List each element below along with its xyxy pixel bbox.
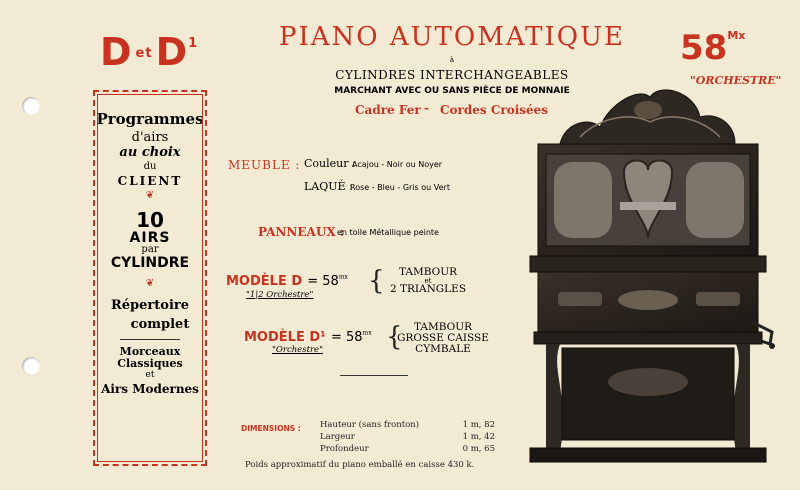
sidebar-repertoire: Répertoire (110, 298, 190, 313)
dimensions-label: DIMENSIONS : (241, 424, 301, 433)
sidebar-et: et (145, 370, 155, 381)
model-d1-features (395, 322, 491, 355)
model-d1 (244, 326, 372, 345)
feature-item: TAMBOUR (413, 321, 473, 333)
feature-item: CYMBALE (415, 343, 471, 355)
header-a: à (449, 56, 455, 64)
meuble-label: MEUBLE : (228, 158, 301, 172)
sidebar-au-choix: au choix (119, 145, 181, 161)
model-d-sub: "1|2 Orchestre" (246, 290, 314, 300)
brace-icon: { (386, 322, 403, 352)
sidebar-box (93, 90, 207, 466)
header-line2: MARCHANT AVEC OU SANS PIÈCE DE MONNAIE (334, 86, 570, 96)
feature-item: 2 TRIANGLES (389, 283, 467, 295)
sidebar-dairs: d'airs (131, 129, 169, 145)
sidebar-du: du (143, 161, 157, 173)
panneaux-label: PANNEAUX : (258, 225, 345, 239)
sidebar-cylindre: CYLINDRE (110, 254, 190, 271)
dimensions-table (320, 420, 495, 456)
feature-item: et (424, 277, 432, 285)
model-d-label: MODÈLE D (226, 274, 303, 289)
sidebar-morceaux: Morceaux Classiques (117, 345, 183, 370)
ornament-icon: ❦ (145, 190, 155, 202)
dimension-row: Hauteur (sans fronton) 1 m, 82 (320, 420, 495, 430)
divider (120, 339, 180, 340)
model-d1-eq: = 58 (330, 330, 363, 345)
sidebar-airs-modernes: Airs Modernes (101, 381, 199, 396)
sidebar-par: par (141, 244, 159, 256)
header-line1: CYLINDRES INTERCHANGEABLES (335, 68, 569, 82)
divider (340, 375, 408, 376)
laque-label: LAQUÉ : (304, 180, 353, 193)
page-title: PIANO AUTOMATIQUE (278, 22, 625, 52)
header-cordes: Cordes Croisées (440, 103, 549, 117)
model-d1-sup: mx (362, 329, 372, 337)
model-d-eq: = 58 (307, 274, 339, 289)
sidebar-airs: AIRS (129, 229, 171, 246)
couleur-label: Couleur : (304, 157, 356, 170)
brand-logo: D $^{et}D^1$ (100, 30, 199, 74)
punch-hole (22, 97, 40, 115)
couleur-value: Acajou - Noir ou Noyer (352, 160, 443, 169)
punch-hole (22, 357, 40, 375)
model-d-sup: mx (338, 273, 348, 281)
sidebar-programmes: Programmes (96, 110, 204, 128)
model-number: $58^{Mx}$ (680, 28, 746, 68)
ornament-icon: ❦ (145, 277, 155, 289)
model-d-features (383, 267, 473, 295)
dimension-row: Profondeur 0 m, 65 (320, 444, 495, 454)
header-cadre: Cadre Fer (355, 103, 421, 117)
piano-illustration (520, 82, 778, 477)
feature-item: TAMBOUR (398, 266, 458, 278)
model-orchestre: "ORCHESTRE" (690, 74, 782, 87)
model-d1-label: MODÈLE D¹ (244, 330, 326, 345)
header-dash: - (424, 101, 429, 115)
weight-note: Poids approximatif du piano emballé en caisse 430 k. (245, 460, 475, 470)
laque-value: Rose - Bleu - Gris ou Vert (350, 183, 450, 192)
sidebar-complet: complet (130, 316, 190, 332)
panneaux-value: en toile Métallique peinte (337, 228, 439, 237)
feature-item: GROSSE CAISSE (397, 332, 489, 344)
sidebar-count: 10 (136, 207, 164, 232)
sidebar-client: CLIENT (117, 173, 183, 188)
model-d1-sub: "Orchestre" (272, 345, 323, 355)
brace-icon: { (368, 266, 385, 296)
dimension-row: Largeur 1 m, 42 (320, 432, 495, 442)
model-d (226, 270, 348, 289)
